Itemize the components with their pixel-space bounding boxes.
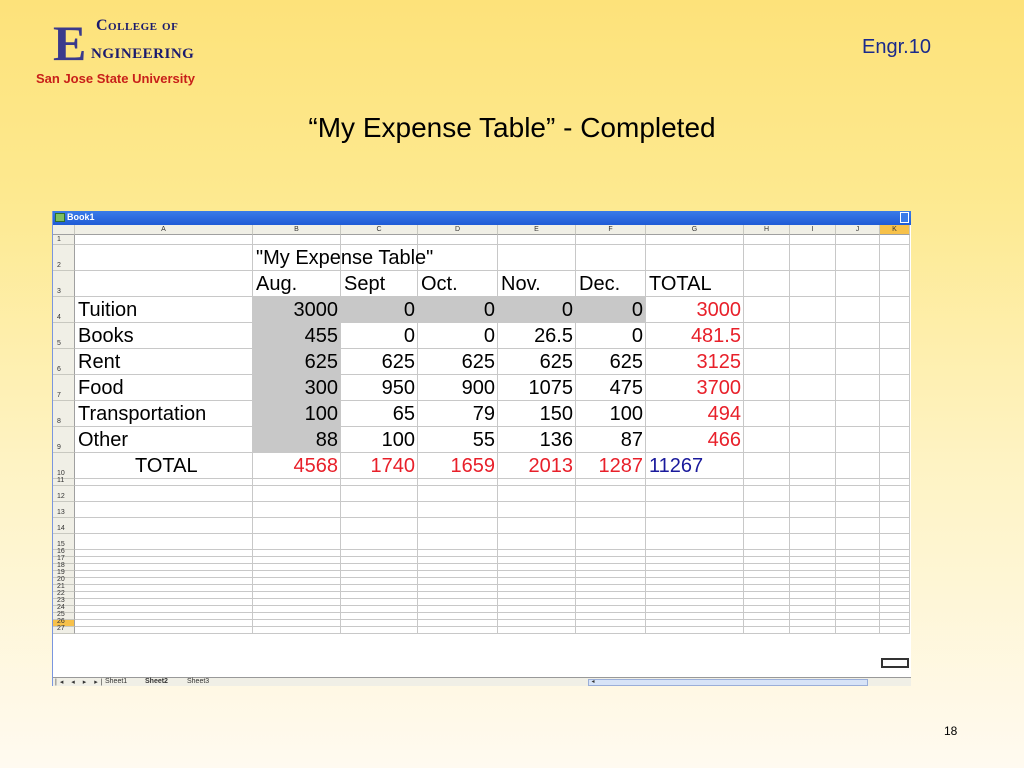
value-cell[interactable]: 55	[472, 429, 495, 451]
month-header-cell[interactable]: Sept	[344, 273, 386, 295]
value-cell[interactable]: 3000	[293, 299, 338, 321]
row-header[interactable]: 22	[53, 592, 75, 599]
column-header[interactable]: I	[790, 225, 836, 235]
row-header[interactable]: 19	[53, 571, 75, 578]
month-header-cell[interactable]: Aug.	[256, 273, 298, 295]
row-header[interactable]: 4	[53, 297, 75, 323]
row-header[interactable]: 2	[53, 245, 75, 271]
column-header[interactable]: H	[744, 225, 790, 235]
slide-title: “My Expense Table” - Completed	[308, 112, 716, 143]
grid-line	[75, 501, 910, 502]
grid-line	[75, 549, 910, 550]
table-title-cell[interactable]: "My Expense Table"	[256, 247, 434, 269]
row-header[interactable]: 24	[53, 606, 75, 613]
column-header[interactable]: D	[418, 225, 498, 235]
value-cell[interactable]: 26.5	[534, 325, 573, 347]
row-header[interactable]: 15	[53, 534, 75, 550]
value-cell[interactable]: 625	[539, 351, 573, 373]
row-header[interactable]: 20	[53, 578, 75, 585]
logo-letter: E	[53, 15, 87, 71]
row-total-cell[interactable]: 3000	[696, 299, 741, 321]
value-cell[interactable]: 87	[620, 429, 643, 451]
tab-sheet3[interactable]: Sheet3	[187, 678, 210, 685]
value-cell[interactable]: 475	[609, 377, 643, 399]
value-cell[interactable]: 150	[539, 403, 573, 425]
row-header[interactable]: 12	[53, 486, 75, 502]
column-total-cell[interactable]: 4568	[293, 455, 338, 477]
grid-line	[75, 619, 910, 620]
window-restore-button[interactable]	[900, 212, 909, 223]
scroll-left-icon[interactable]: ◂	[591, 679, 595, 685]
row-total-cell[interactable]: 494	[707, 403, 741, 425]
row-header[interactable]: 11	[53, 479, 75, 486]
spreadsheet-window	[52, 211, 911, 686]
month-header-cell[interactable]: TOTAL	[649, 273, 712, 295]
row-header[interactable]: 17	[53, 557, 75, 564]
row-header[interactable]: 25	[53, 613, 75, 620]
category-label-cell[interactable]: Other	[78, 429, 129, 451]
value-cell[interactable]: 625	[304, 351, 338, 373]
value-cell[interactable]: 0	[483, 299, 495, 321]
row-header[interactable]: 21	[53, 585, 75, 592]
row-header[interactable]: 1	[53, 235, 75, 245]
grid-line	[75, 577, 910, 578]
total-label-cell[interactable]: TOTAL	[135, 455, 198, 477]
horizontal-scrollbar[interactable]	[588, 679, 868, 686]
row-header[interactable]: 7	[53, 375, 75, 401]
value-cell[interactable]: 625	[609, 351, 643, 373]
logo-line-engineering: ngineering	[91, 38, 195, 63]
value-cell[interactable]: 1075	[528, 377, 573, 399]
grand-total-cell[interactable]: 11267	[649, 455, 704, 477]
grid-line	[75, 485, 910, 486]
grid-line	[879, 235, 880, 634]
column-header[interactable]: C	[341, 225, 418, 235]
row-total-cell[interactable]: 481.5	[690, 325, 741, 347]
row-header[interactable]: 16	[53, 550, 75, 557]
row-total-cell[interactable]: 466	[707, 429, 741, 451]
value-cell[interactable]: 79	[472, 403, 495, 425]
tab-scroll-arrows[interactable]: |◂ ◂ ▸ ▸|	[55, 679, 106, 686]
row-total-cell[interactable]: 3125	[696, 351, 741, 373]
value-cell[interactable]: 0	[483, 325, 495, 347]
slide-number: 18	[944, 724, 958, 738]
grid-line	[75, 598, 910, 599]
value-cell[interactable]: 625	[461, 351, 495, 373]
grid-line	[75, 584, 910, 585]
value-cell[interactable]: 100	[609, 403, 643, 425]
grid-line	[75, 626, 910, 627]
grid-line	[75, 570, 910, 571]
value-cell[interactable]: 100	[381, 429, 415, 451]
month-header-cell[interactable]: Nov.	[501, 273, 541, 295]
column-header[interactable]: F	[576, 225, 646, 235]
grid-line	[75, 633, 910, 634]
row-header[interactable]: 3	[53, 271, 75, 297]
column-total-cell[interactable]: 1287	[598, 455, 643, 477]
row-header[interactable]: 13	[53, 502, 75, 518]
select-all-corner[interactable]	[53, 225, 75, 235]
value-cell[interactable]: 136	[539, 429, 573, 451]
column-total-cell[interactable]: 1659	[450, 455, 495, 477]
value-cell[interactable]: 0	[631, 299, 643, 321]
grid-line	[75, 556, 910, 557]
month-header-cell[interactable]: Dec.	[579, 273, 621, 295]
value-cell[interactable]: 0	[561, 299, 573, 321]
logo-line-college: College of	[96, 17, 179, 34]
value-cell[interactable]: 300	[304, 377, 338, 399]
row-header[interactable]: 27	[53, 627, 75, 634]
column-total-cell[interactable]: 1740	[370, 455, 415, 477]
row-header[interactable]: 8	[53, 401, 75, 427]
category-label-cell[interactable]: Books	[78, 325, 134, 347]
column-header[interactable]: A	[75, 225, 253, 235]
value-cell[interactable]: 455	[304, 325, 338, 347]
row-header[interactable]: 9	[53, 427, 75, 453]
category-label-cell[interactable]: Food	[78, 377, 124, 399]
tab-sheet1[interactable]: Sheet1	[105, 678, 128, 685]
value-cell[interactable]: 0	[403, 325, 415, 347]
grid-line	[909, 235, 910, 634]
column-header[interactable]: K	[880, 225, 910, 235]
value-cell[interactable]: 65	[392, 403, 415, 425]
value-cell[interactable]: 950	[381, 377, 415, 399]
row-header[interactable]: 26	[53, 620, 75, 627]
value-cell[interactable]: 0	[403, 299, 415, 321]
month-header-cell[interactable]: Oct.	[421, 273, 458, 295]
column-header[interactable]: J	[836, 225, 880, 235]
grid-line	[835, 235, 836, 634]
grid-line	[789, 235, 790, 634]
row-header[interactable]: 5	[53, 323, 75, 349]
grid-line	[75, 612, 910, 613]
grid-line	[75, 605, 910, 606]
grid-line	[75, 563, 910, 564]
workbook-icon	[55, 213, 65, 222]
category-label-cell[interactable]: Transportation	[78, 403, 207, 425]
window-title: Book1	[67, 212, 95, 222]
row-header[interactable]: 18	[53, 564, 75, 571]
value-cell[interactable]: 625	[381, 351, 415, 373]
column-total-cell[interactable]: 2013	[528, 455, 573, 477]
row-header[interactable]: 10	[53, 453, 75, 479]
value-cell[interactable]: 100	[304, 403, 338, 425]
grid-line	[75, 517, 910, 518]
row-header[interactable]: 23	[53, 599, 75, 606]
course-label: Engr.10	[862, 36, 931, 58]
window-titlebar	[53, 211, 911, 225]
row-total-cell[interactable]: 3700	[696, 377, 741, 399]
row-header[interactable]: 6	[53, 349, 75, 375]
column-header[interactable]: E	[498, 225, 576, 235]
column-header[interactable]: G	[646, 225, 744, 235]
category-label-cell[interactable]: Tuition	[78, 299, 138, 321]
grid-line	[75, 591, 910, 592]
category-label-cell[interactable]: Rent	[78, 351, 121, 373]
value-cell[interactable]: 88	[315, 429, 338, 451]
value-cell[interactable]: 0	[631, 325, 643, 347]
sheet-tab-bar	[53, 677, 911, 686]
grid-line	[75, 533, 910, 534]
college-logo	[36, 14, 251, 89]
university-name: San Jose State University	[36, 71, 195, 86]
value-cell[interactable]: 900	[461, 377, 495, 399]
column-header[interactable]: B	[253, 225, 341, 235]
selected-cell-outline	[881, 658, 909, 668]
tab-sheet2[interactable]: Sheet2	[145, 678, 168, 685]
row-header[interactable]: 14	[53, 518, 75, 534]
